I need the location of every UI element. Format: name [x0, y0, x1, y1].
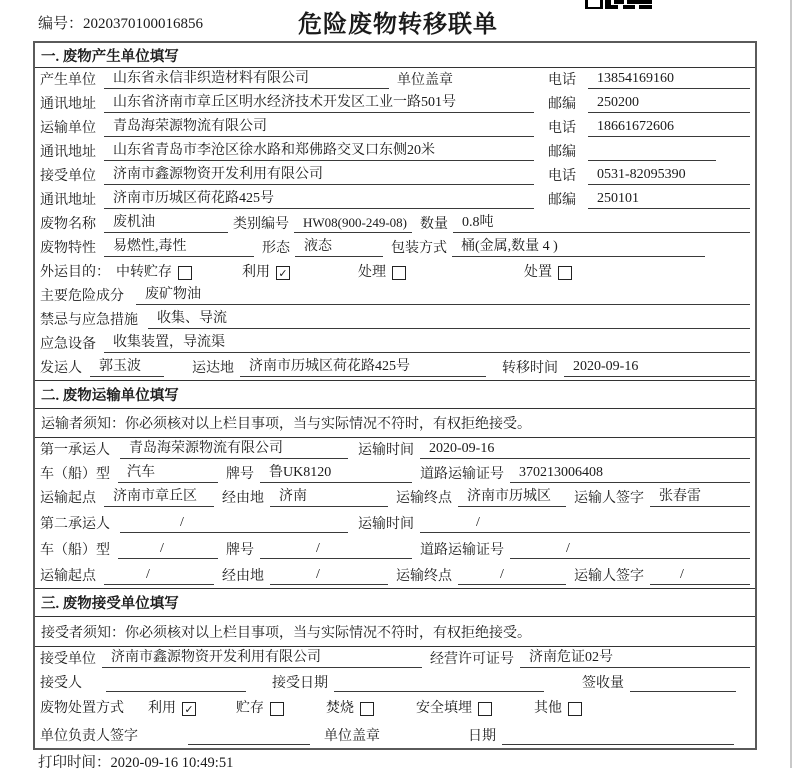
- carrier-label: 第二承运人: [40, 517, 110, 532]
- date-label: 日期: [468, 729, 496, 744]
- producer-row: [35, 68, 755, 92]
- serial-value: 2020370100016856: [83, 16, 204, 32]
- checkbox-checked: ✓: [182, 702, 196, 716]
- transporter-label: 运输单位: [40, 121, 96, 136]
- route2-row: [35, 562, 755, 588]
- vehicle-type-value: /: [118, 541, 218, 559]
- road-license-label: 道路运输证号: [420, 467, 504, 482]
- phone-value: 13854169160: [588, 71, 750, 89]
- carrier-sign-value: /: [650, 567, 750, 585]
- category-label: 类别编号: [233, 217, 289, 232]
- origin-value: 济南市章丘区: [104, 485, 214, 507]
- address-label: 通讯地址: [40, 193, 96, 208]
- transporter-address-row: [35, 140, 755, 164]
- road-license-value: /: [510, 541, 750, 559]
- print-time: 打印时间：2020-09-16 10:49:51: [38, 755, 234, 771]
- shipper-row: [35, 356, 755, 380]
- transfer-date-label: 转移时间: [502, 361, 558, 376]
- transporter-value: 青岛海荣源物流有限公司: [104, 115, 534, 137]
- hazard-row: [35, 284, 755, 308]
- equipment-row: [35, 332, 755, 356]
- page-edge-line: [790, 0, 792, 768]
- via-value: 济南: [270, 485, 388, 507]
- signer-row: [35, 720, 755, 748]
- endpoint-label: 运输终点: [396, 569, 452, 584]
- accept-unit-label: 接受单位: [40, 652, 96, 667]
- signer-label: 单位负责人签字: [40, 729, 138, 744]
- vehicle-type-label: 车（船）型: [40, 543, 110, 558]
- accept-date-value: [334, 675, 544, 692]
- via-value: /: [270, 567, 388, 585]
- checkbox-unchecked: [558, 266, 572, 280]
- carrier2-row: [35, 510, 755, 536]
- received-qty-label: 签收量: [582, 676, 624, 691]
- qr-code-fragment: [585, 0, 652, 9]
- unit-seal-label: 单位盖章: [397, 73, 453, 88]
- origin-label: 运输起点: [40, 569, 96, 584]
- receiver-label: 接受单位: [40, 169, 96, 184]
- endpoint-value: /: [458, 567, 566, 585]
- form-value: 液态: [295, 235, 383, 257]
- permit-label: 经营许可证号: [430, 652, 514, 667]
- transfer-form: [33, 41, 757, 750]
- form-label: 形态: [262, 241, 290, 256]
- carrier-sign-label: 运输人签字: [574, 569, 644, 584]
- purpose-row: [35, 260, 755, 284]
- checkbox-unchecked: [178, 266, 192, 280]
- via-label: 经由地: [222, 569, 264, 584]
- carrier-sign-value: 张春雷: [650, 485, 750, 507]
- equipment-label: 应急设备: [40, 337, 96, 352]
- transfer-date-value: 2020-09-16: [564, 359, 750, 377]
- carrier-sign-label: 运输人签字: [574, 491, 644, 506]
- disposal-row: [35, 695, 755, 720]
- vehicle2-row: [35, 536, 755, 562]
- quantity-value: 0.8吨: [453, 211, 750, 233]
- receiver-address-row: [35, 188, 755, 212]
- plate-label: 牌号: [226, 543, 254, 558]
- carrier-label: 第一承运人: [40, 443, 110, 458]
- receiver-notice: 接受者须知：你必须核对以上栏目事项，当与实际情况不符时，有权拒绝接受。: [35, 617, 755, 647]
- disposal-option-utilize: 利用 ✓: [148, 695, 196, 717]
- address-label: 通讯地址: [40, 145, 96, 160]
- transporter-notice: 运输者须知：你必须核对以上栏目事项，当与实际情况不符时，有权拒绝接受。: [35, 409, 755, 438]
- received-qty-value: [630, 675, 736, 692]
- character-label: 废物特性: [40, 241, 96, 256]
- zip-label: 邮编: [548, 97, 576, 112]
- producer-address-row: [35, 92, 755, 116]
- zip-label: 邮编: [548, 145, 576, 160]
- carrier-value: /: [120, 515, 348, 533]
- taboo-row: [35, 308, 755, 332]
- shipper-label: 发运人: [40, 361, 82, 376]
- origin-label: 运输起点: [40, 491, 96, 506]
- section3-heading: 三. 废物接受单位填写: [35, 588, 755, 617]
- disposal-option-store: 贮存: [236, 695, 284, 717]
- recipient-value: [106, 675, 246, 692]
- zip-label: 邮编: [548, 193, 576, 208]
- quantity-label: 数量: [420, 217, 448, 232]
- disposal-option-incinerate: 焚烧: [326, 695, 374, 717]
- purpose-label: 外运目的：: [40, 265, 110, 280]
- phone-label: 电话: [548, 73, 576, 88]
- purpose-option-transfer-storage: 中转贮存: [116, 259, 192, 281]
- phone-label: 电话: [548, 121, 576, 136]
- purpose-option-utilize: 利用 ✓: [242, 259, 290, 281]
- unit-seal-label: 单位盖章: [324, 729, 380, 744]
- recipient-row: [35, 671, 755, 695]
- checkbox-unchecked: [360, 702, 374, 716]
- disposal-option-other: 其他: [534, 695, 582, 717]
- taboo-value: 收集、导流: [148, 307, 750, 329]
- checkbox-unchecked: [270, 702, 284, 716]
- signer-value: [188, 728, 310, 745]
- producer-label: 产生单位: [40, 73, 96, 88]
- phone-label: 电话: [548, 169, 576, 184]
- transport-time-label: 运输时间: [358, 517, 414, 532]
- waste-name-value: 废机油: [104, 211, 228, 233]
- checkbox-unchecked: [392, 266, 406, 280]
- via-label: 经由地: [222, 491, 264, 506]
- carrier-value: 青岛海荣源物流有限公司: [120, 437, 348, 459]
- plate-value: 鲁UK8120: [260, 461, 412, 483]
- vehicle-type-value: 汽车: [118, 461, 218, 483]
- address-value: 济南市历城区荷花路425号: [104, 187, 534, 209]
- route1-row: [35, 486, 755, 510]
- vehicle1-row: [35, 462, 755, 486]
- phone-value: 0531-82095390: [588, 167, 750, 185]
- zip-value: [588, 144, 716, 161]
- carrier1-row: [35, 438, 755, 462]
- packing-value: 桶(金属,数量 4 ): [452, 235, 705, 257]
- waste-character-row: [35, 236, 755, 260]
- recipient-label: 接受人: [40, 676, 82, 691]
- endpoint-label: 运输终点: [396, 491, 452, 506]
- waste-name-label: 废物名称: [40, 217, 96, 232]
- receiver-row: [35, 164, 755, 188]
- shipper-value: 郭玉波: [90, 355, 164, 377]
- waste-name-row: [35, 212, 755, 236]
- section1-heading: 一. 废物产生单位填写: [35, 43, 755, 68]
- plate-label: 牌号: [226, 467, 254, 482]
- disposal-label: 废物处置方式: [40, 701, 124, 716]
- page-title: 危险废物转移联单: [298, 12, 498, 38]
- section2-heading: 二. 废物运输单位填写: [35, 380, 755, 409]
- purpose-option-dispose: 处置: [524, 259, 572, 281]
- vehicle-type-label: 车（船）型: [40, 467, 110, 482]
- phone-value: 18661672606: [588, 119, 750, 137]
- endpoint-value: 济南市历城区: [458, 485, 566, 507]
- zip-value: 250101: [588, 191, 750, 209]
- road-license-label: 道路运输证号: [420, 543, 504, 558]
- address-label: 通讯地址: [40, 97, 96, 112]
- checkbox-unchecked: [478, 702, 492, 716]
- permit-value: 济南危证02号: [520, 646, 750, 668]
- zip-value: 250200: [588, 95, 750, 113]
- accept-unit-row: [35, 647, 755, 671]
- packing-label: 包装方式: [391, 241, 447, 256]
- transporter-row: [35, 116, 755, 140]
- hazard-value: 废矿物油: [136, 283, 750, 305]
- destination-label: 运达地: [192, 361, 234, 376]
- hazard-label: 主要危险成分: [40, 289, 124, 304]
- character-value: 易燃性,毒性: [104, 235, 254, 257]
- category-value: HW08(900-249-08): [294, 215, 412, 233]
- address-value: 山东省青岛市李沧区徐水路和郑佛路交叉口东侧20米: [104, 139, 534, 161]
- destination-value: 济南市历城区荷花路425号: [240, 355, 486, 377]
- accept-unit-value: 济南市鑫源物资开发利用有限公司: [102, 646, 422, 668]
- plate-value: /: [260, 541, 412, 559]
- taboo-label: 禁忌与应急措施: [40, 313, 138, 328]
- checkbox-unchecked: [568, 702, 582, 716]
- equipment-value: 收集装置，导流渠: [104, 331, 750, 353]
- origin-value: /: [104, 567, 214, 585]
- transport-time-value: /: [420, 515, 750, 533]
- transport-time-value: 2020-09-16: [420, 441, 750, 459]
- accept-date-label: 接受日期: [272, 676, 328, 691]
- date-value: [502, 728, 734, 745]
- producer-value: 山东省永信非织造材料有限公司: [104, 67, 389, 89]
- road-license-value: 370213006408: [510, 465, 750, 483]
- address-value: 山东省济南市章丘区明水经济技术开发区工业一路501号: [104, 91, 534, 113]
- serial-label: 编号：: [38, 16, 84, 32]
- disposal-option-landfill: 安全填埋: [416, 695, 492, 717]
- purpose-option-treat: 处理: [358, 259, 406, 281]
- checkbox-checked: ✓: [276, 266, 290, 280]
- receiver-value: 济南市鑫源物资开发利用有限公司: [104, 163, 534, 185]
- transport-time-label: 运输时间: [358, 443, 414, 458]
